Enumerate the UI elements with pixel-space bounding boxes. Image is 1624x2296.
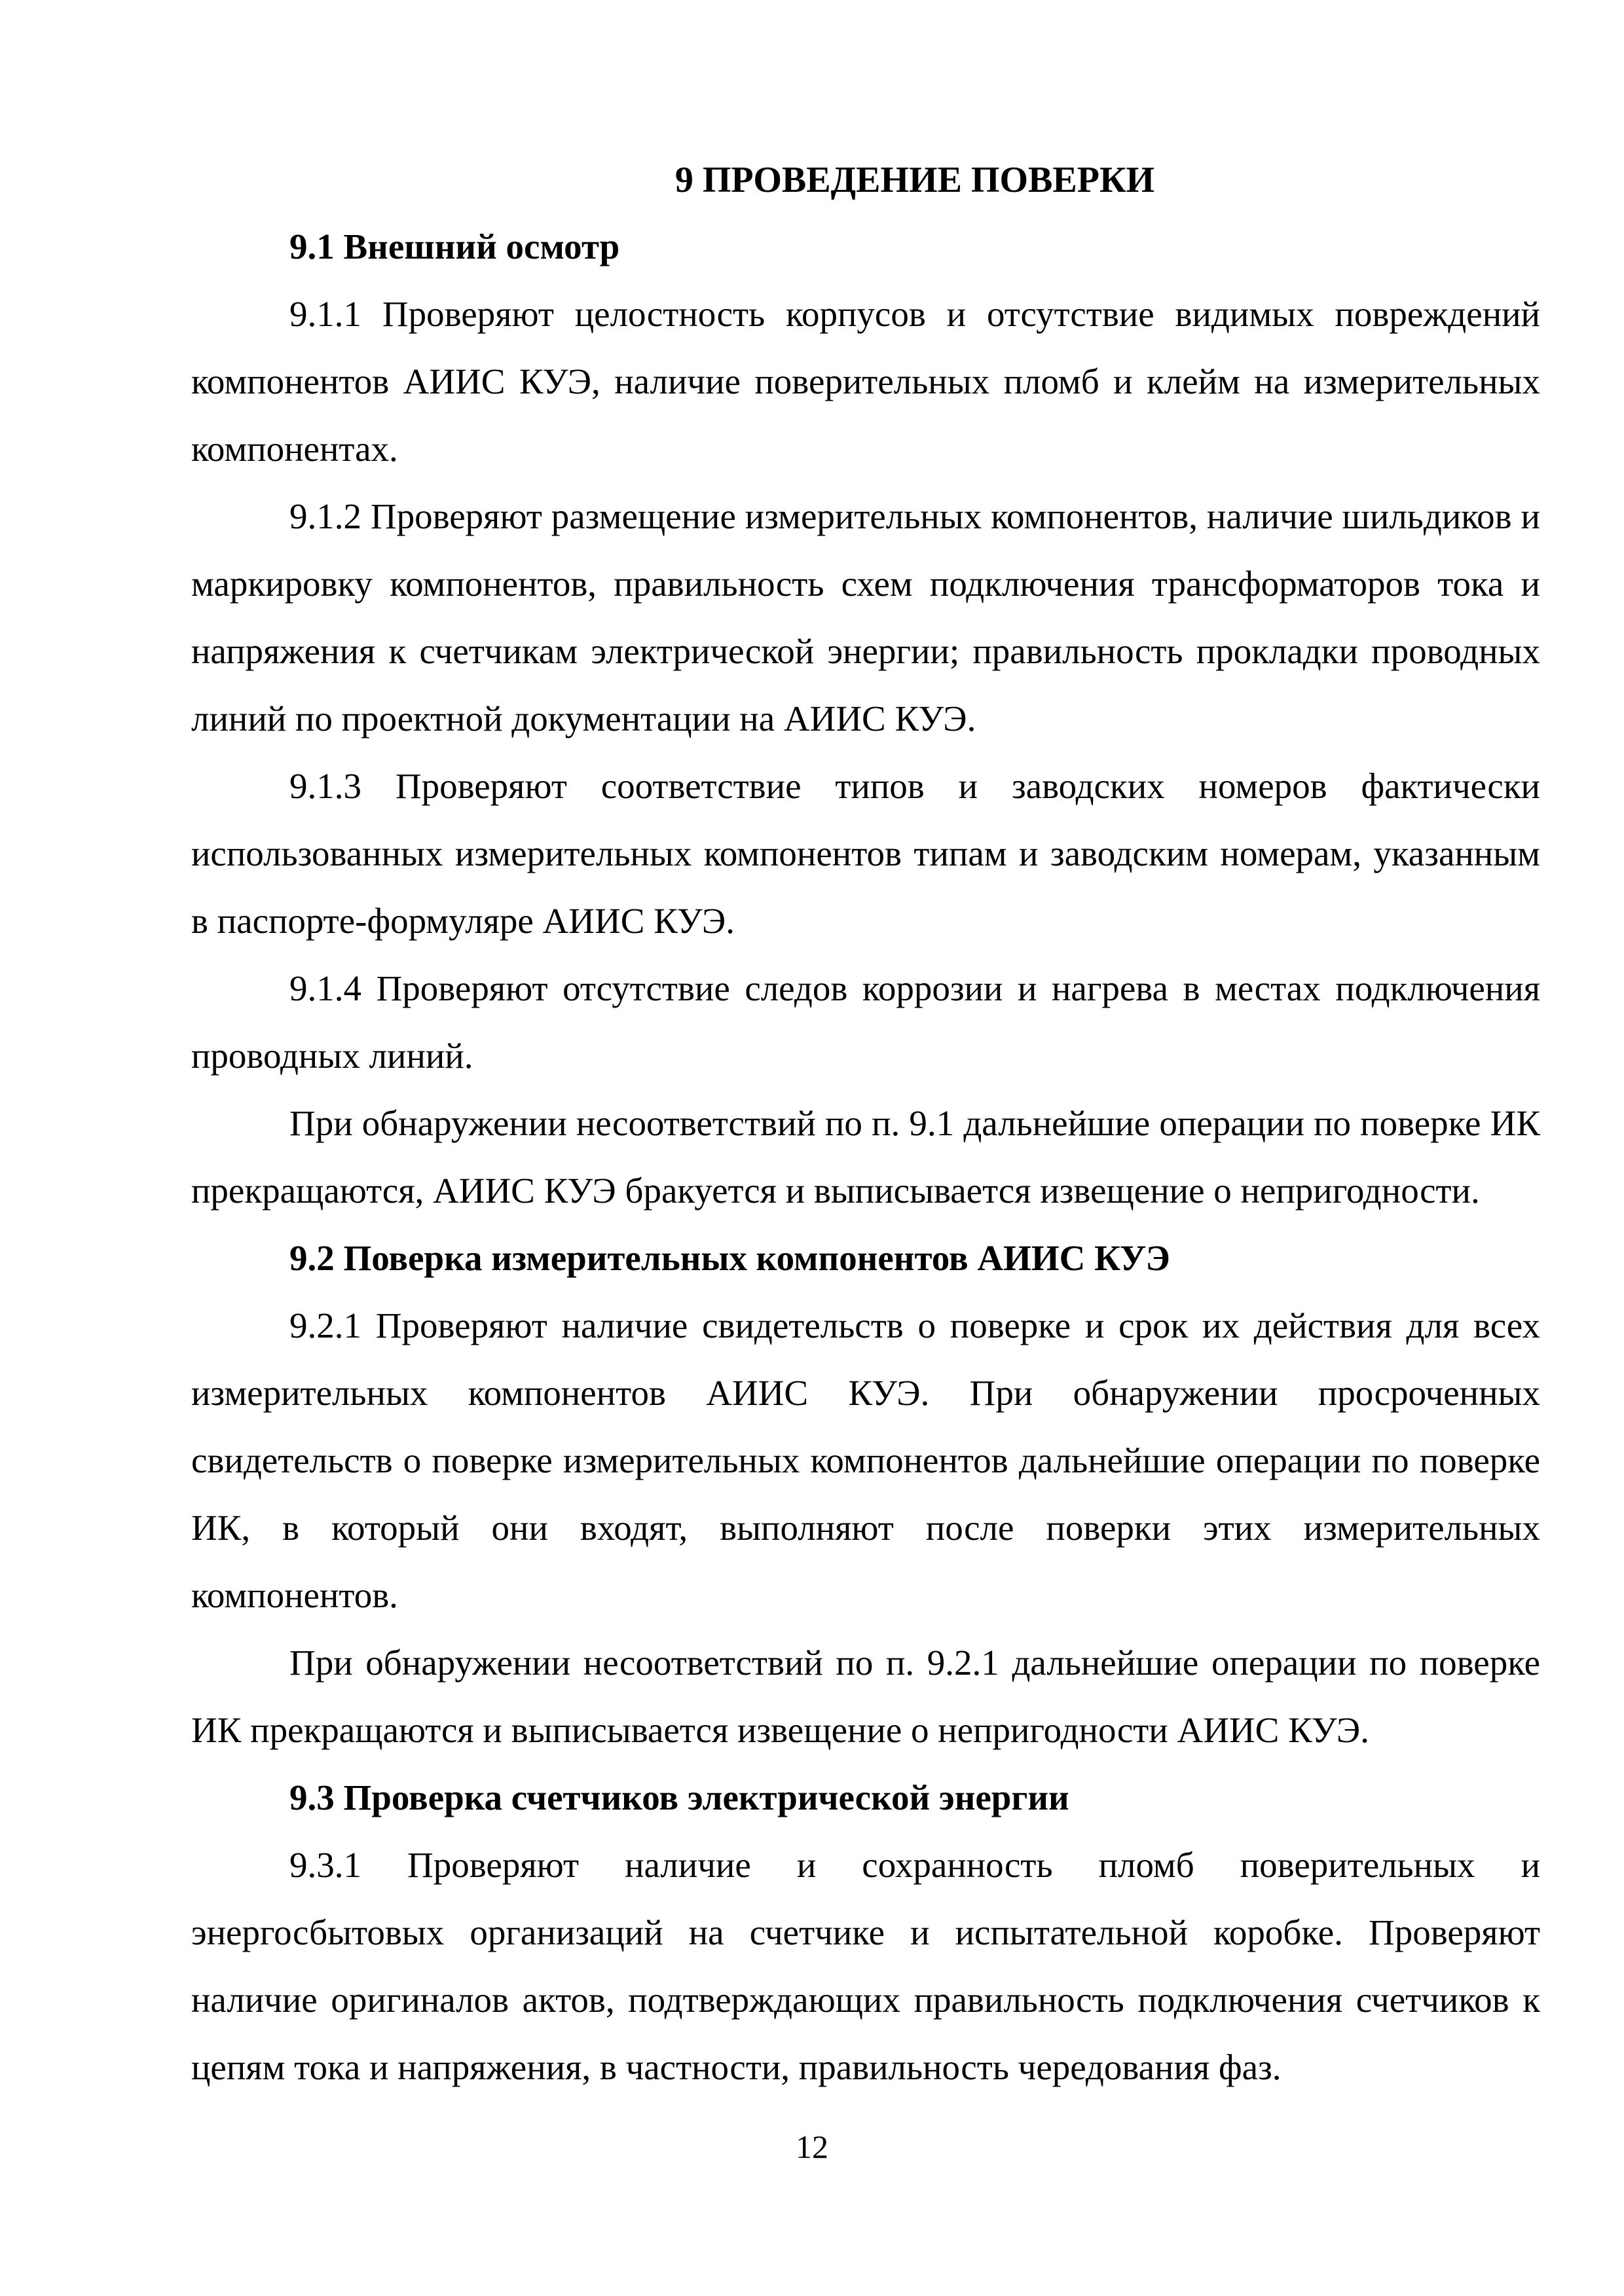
paragraph-9-1-1: 9.1.1 Проверяют целостность корпусов и отсутствие видимых повреждений компонентов АИИС КУЭ, наличие поверительных пломб и клейм на измерительных компонентах. (191, 294, 1540, 469)
paragraph-9-1-3: 9.1.3 Проверяют соответствие типов и заводских номеров фактически использованных измерительных компонентов типам и заводским номерам, указанным в паспорте-формуляре АИИС КУЭ. (191, 766, 1540, 941)
section-title-9-3: 9.3 Проверка счетчиков электрической энергии (289, 1777, 1069, 1817)
section-title-9-1: 9.1 Внешний осмотр (289, 227, 620, 266)
paragraph-9-1-note: При обнаружении несоответствий по п. 9.1 дальнейшие операции по поверке ИК прекращаются, АИИС КУЭ бракуется и выписывается извещение о непригодности. (191, 1103, 1540, 1211)
section-title-9-2: 9.2 Поверка измерительных компонентов АИИС КУЭ (289, 1238, 1170, 1278)
paragraph-9-3-1: 9.3.1 Проверяют наличие и сохранность пломб поверительных и энергосбытовых организаций на счетчике и испытательной коробке. Проверяют наличие оригиналов актов, подтверждающих правильность подключения счетчиков к цепям тока и напряжения, в частности, правильность чередования фаз. (191, 1845, 1540, 2087)
page-number: 12 (796, 2128, 828, 2165)
paragraph-9-1-4: 9.1.4 Проверяют отсутствие следов коррозии и нагрева в местах подключения проводных линий. (191, 968, 1540, 1076)
paragraph-9-1-2: 9.1.2 Проверяют размещение измерительных компонентов, наличие шильдиков и маркировку компонентов, правильность схем подключения трансформаторов тока и напряжения к счетчикам электрической энергии; правильность прокладки проводных линий по проектной документации на АИИС КУЭ. (191, 496, 1540, 738)
paragraph-9-2-1: 9.2.1 Проверяют наличие свидетельств о поверке и срок их действия для всех измерительных компонентов АИИС КУЭ. При обнаружении просроченных свидетельств о поверке измерительных компонентов дальнейшие операции по поверке ИК, в который они входят, выполняют после поверки этих измерительных компонентов. (191, 1305, 1540, 1615)
chapter-title: 9 ПРОВЕДЕНИЕ ПОВЕРКИ (674, 160, 1155, 200)
document-page (191, 147, 1540, 2101)
paragraph-9-2-note: При обнаружении несоответствий по п. 9.2.1 дальнейшие операции по поверке ИК прекращаются и выписывается извещение о непригодности АИИС КУЭ. (191, 1643, 1540, 1750)
